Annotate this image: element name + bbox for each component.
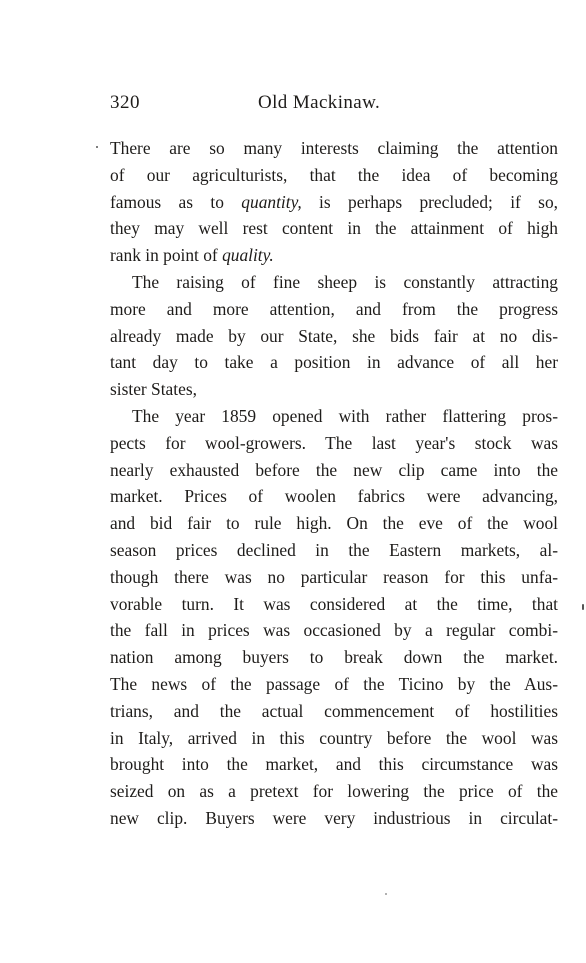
italic-word-quantity: quantity, [241,191,302,212]
text-line: The news of the passage of the Ticino by the Aus- [110,673,558,694]
text-line: the fall in prices was occasioned by a regular combi- [110,620,558,641]
paragraph-2 [110,269,558,403]
text-line: they may well rest content in the attainment of high [110,218,558,239]
scan-speck [385,893,387,895]
text-line: tant day to take a position in advance of all her [110,352,558,373]
text-line: seized on as a pretext for lowering the price of the [110,781,558,802]
text-line: brought into the market, and this circumstance was [110,754,558,775]
text-line: nearly exhausted before the new clip came into the [110,459,558,480]
paragraph-3 [110,403,558,832]
text-line: The year 1859 opened with rather flattering pros- [132,405,558,426]
text-line: of our agriculturists, that the idea of becoming [110,164,558,185]
text-line: market. Prices of woolen fabrics were advancing, [110,486,558,507]
text-line: more and more attention, and from the progress [110,298,558,319]
paragraph-1 [110,135,558,269]
text-run: rank in point of [110,245,223,266]
scan-speck [582,604,584,610]
running-title: Old Mackinaw. [258,92,381,113]
text-run: is perhaps precluded; if so, [301,191,558,212]
text-line: season prices declined in the Eastern markets, al- [110,539,558,560]
text-line: though there was no particular reason for this unfa- [110,566,558,587]
scan-speck [96,146,98,148]
text-line: in Italy, arrived in this country before the wool was [110,727,558,748]
italic-word-quality: quality. [222,245,274,266]
text-line: sister States, [110,379,197,400]
text-line: vorable turn. It was considered at the time, that [110,593,558,614]
page-number: 320 [110,92,140,113]
body-text [110,135,558,832]
text-line: There are so many interests claiming the attention [110,138,558,158]
text-line: pects for wool-growers. The last year's stock was [110,432,558,453]
text-line [110,189,558,216]
text-line: and bid fair to rule high. On the eve of the wool [110,513,558,534]
text-line: new clip. Buyers were very industrious in circulat- [110,807,558,828]
text-line: already made by our State, she bids fair at no dis- [110,325,558,346]
page-header [110,92,558,118]
text-line [110,242,558,269]
text-line: The raising of fine sheep is constantly attracting [132,271,558,292]
text-run: famous as to [110,191,242,212]
text-line: trians, and the actual commencement of hostilities [110,700,558,721]
text-line: nation among buyers to break down the market. [110,647,558,668]
